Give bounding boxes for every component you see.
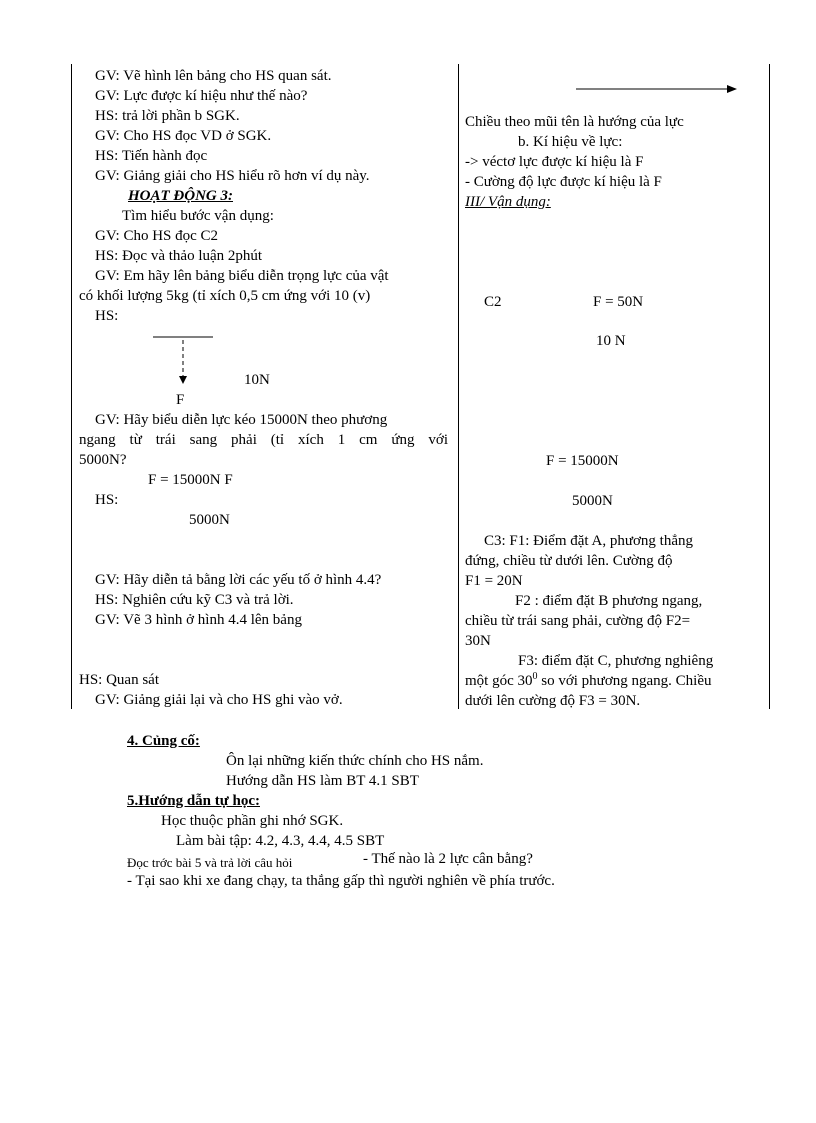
bottom-line-5b: - Thế nào là 2 lực cân bằng? — [363, 851, 533, 867]
table-border-middle — [458, 64, 459, 709]
c2-scale: 10 N — [596, 333, 626, 349]
gravity-force-diagram — [150, 328, 230, 388]
left-line-8: GV: Cho HS đọc C2 — [95, 228, 219, 244]
left-line-14: ngang từ trái sang phải (tỉ xích 1 cm ứng với — [79, 432, 448, 448]
left-line-13: GV: Hãy biểu diễn lực kéo 15000N theo phương — [95, 412, 388, 428]
left-line-17: HS: — [95, 492, 119, 508]
left-line-15: 5000N? — [79, 452, 127, 468]
activity-3-heading: HOẠT ĐỘNG 3: — [128, 188, 233, 204]
c3-line-9: dưới lên cường độ F3 = 30N. — [465, 693, 641, 709]
left-line-21: HS: Quan sát — [79, 672, 159, 688]
left-line-2: GV: Lực được kí hiệu như thế nào? — [95, 88, 308, 104]
table-border-left — [71, 64, 72, 709]
force-direction-arrow — [575, 82, 740, 96]
left-line-20: GV: Vẽ 3 hình ở hình 4.4 lên bảng — [95, 612, 302, 628]
bottom-line-6: - Tại sao khi xe đang chạy, ta thắng gấp thì người nghiên về phía trước. — [127, 873, 555, 889]
c2-force-value: F = 50N — [593, 294, 644, 310]
c3-line-5: chiều từ trái sang phải, cường độ F2= — [465, 613, 691, 629]
c3-line-3: F1 = 20N — [465, 573, 523, 589]
c3-line-8-pre: một góc 30 — [465, 673, 533, 689]
c2b-force-value: F = 15000N — [546, 453, 619, 469]
c2b-scale: 5000N — [572, 493, 613, 509]
bottom-line-2: Hướng dẫn HS làm BT 4.1 SBT — [226, 773, 419, 789]
c3-degree-sup: 0 — [532, 671, 538, 682]
left-line-7: Tìm hiểu bước vận dụng: — [122, 208, 274, 224]
bottom-line-5a: Đọc trớc bài 5 và trả lời câu hỏi — [127, 855, 293, 870]
c3-line-6: 30N — [465, 633, 491, 649]
left-line-11: có khối lượng 5kg (tỉ xích 0,5 cm ứng với 10 (v) — [79, 288, 371, 304]
c3-line-7: F3: điểm đặt C, phương nghiêng — [518, 653, 714, 669]
right-line-1: Chiều theo mũi tên là hướng của lực — [465, 114, 684, 130]
scale-label-10n: 10N — [244, 372, 270, 388]
section-4-heading: 4. Củng cố: — [127, 733, 200, 749]
bottom-line-1: Ôn lại những kiến thức chính cho HS nắm. — [226, 753, 484, 769]
left-line-1: GV: Vẽ hình lên bảng cho HS quan sát. — [95, 68, 332, 84]
c3-line-2: đứng, chiều từ dưới lên. Cường độ — [465, 553, 673, 569]
c3-line-1: C3: F1: Điểm đặt A, phương thẳng — [484, 533, 693, 549]
scale-label-5000n: 5000N — [189, 512, 230, 528]
bottom-line-3: Học thuộc phần ghi nhớ SGK. — [161, 813, 344, 829]
left-line-3: HS: trả lời phần b SGK. — [95, 108, 240, 124]
c3-line-4: F2 : điểm đặt B phương ngang, — [515, 593, 703, 609]
right-line-4: - Cường độ lực được kí hiệu là F — [465, 174, 662, 190]
left-line-18: GV: Hãy diễn tả bằng lời các yếu tố ở hình 4.4? — [95, 572, 382, 588]
left-line-22: GV: Giảng giải lại và cho HS ghi vào vở. — [95, 692, 343, 708]
c3-line-8 — [465, 671, 712, 691]
section-5-heading: 5.Hướng dẫn tự học: — [127, 793, 260, 809]
left-line-10: GV: Em hãy lên bảng biểu diễn trọng lực của vật — [95, 268, 389, 284]
application-heading: III/ Vận dụng: — [465, 194, 551, 210]
table-border-right — [769, 64, 770, 709]
bottom-line-4: Làm bài tập: 4.2, 4.3, 4.4, 4.5 SBT — [176, 833, 385, 849]
c3-line-8-post: so với phương ngang. Chiều — [537, 673, 712, 689]
c2-label: C2 — [484, 294, 502, 310]
force-label-f: F — [176, 392, 185, 408]
left-line-5: HS: Tiến hành đọc — [95, 148, 208, 164]
left-line-16: F = 15000N F — [148, 472, 233, 488]
left-line-6: GV: Giảng giải cho HS hiểu rõ hơn ví dụ này. — [95, 168, 370, 184]
right-line-2: b. Kí hiệu về lực: — [518, 134, 623, 150]
left-line-19: HS: Nghiên cứu kỹ C3 và trả lời. — [95, 592, 294, 608]
right-line-3: -> véctơ lực được kí hiệu là F — [465, 154, 644, 170]
left-line-12: HS: — [95, 308, 119, 324]
left-line-9: HS: Đọc và thảo luận 2phút — [95, 248, 263, 264]
left-line-4: GV: Cho HS đọc VD ở SGK. — [95, 128, 272, 144]
